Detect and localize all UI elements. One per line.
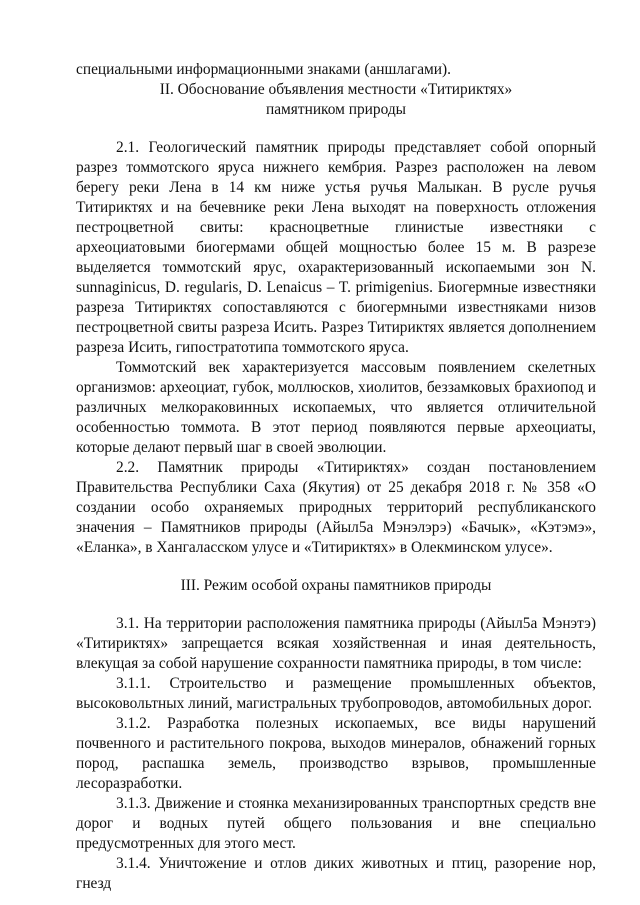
section-2-title-line-1: II. Обоснование объявления местности «Титириктях» — [159, 81, 513, 98]
paragraph-3-1-2: 3.1.2. Разработка полезных ископаемых, все виды нарушений почвенного и растительного покрова, выходов минералов, обнажений горных пород, распашка земель, производство взрывов, промышленные лесоразработки. — [76, 715, 596, 792]
paragraph-tommot: Томмотский век характеризуется массовым появлением скелетных организмов: археоциат, губок, моллюсков, хиолитов, беззамковых брахиопод и различных мелкораковинных ископаемых, что является отличительной особенностью томмота. В этот период появляются первые археоциаты, которые делают первый шаг в своей эволюции. — [76, 359, 596, 456]
intro-line: специальными информационными знаками (аншлагами). — [76, 61, 452, 78]
section-3-title: III. Режим особой охраны памятников природы — [180, 577, 492, 594]
paragraph-3-1-3: 3.1.3. Движение и стоянка механизированных транспортных средств вне дорог и водных путей общего пользования и вне специально предусмотренных для этого мест. — [76, 795, 596, 852]
paragraph-3-1-1: 3.1.1. Строительство и размещение промышленных объектов, высоковольтных линий, магистральных трубопроводов, автомобильных дорог. — [76, 675, 596, 712]
paragraph-2-2: 2.2. Памятник природы «Титириктях» создан постановлением Правительства Республики Саха (Якутия) от 25 декабря 2018 г. № 358 «О создании особо охраняемых природных территорий республиканского значения – Памятников природы (Айыл5а Мэнэлэрэ) «Бачык», «Кэтэмэ», «Еланка», в Хангаласском улусе и «Титириктях» в Олекминском улусе». — [76, 459, 596, 556]
paragraph-3-1-4: 3.1.4. Уничтожение и отлов диких животных и птиц, разорение нор, гнезд — [76, 855, 596, 892]
section-2-title-line-2: памятником природы — [265, 101, 407, 118]
document-body — [76, 60, 596, 894]
paragraph-2-1: 2.1. Геологический памятник природы представляет собой опорный разрез томмотского яруса нижнего кембрия. Разрез расположен на левом берегу реки Лена в 14 км ниже устья ручья Малыкан. В русле ручья Титириктях и на бечевнике реки Лена выходят на поверхность отложения пестроцветной свиты: красноцветные глинистые известняки с археоциатовыми биогермами общей мощностью более 15 м. В разрезе выделяется томмотский ярус, охарактеризованный ископаемыми зон N. sunnaginicus, D. regularis, D. Lenaicus – T. primigenius. Биогермные известняки разреза Титириктях сопоставляются с биогермными известняками низов пестроцветной свиты разреза Исить. Разрез Титириктях является дополнением разреза Исить, гипостратотипа томмотского яруса. — [76, 139, 596, 356]
paragraph-3-1: 3.1. На территории расположения памятника природы (Айыл5а Мэнэтэ) «Титириктях» запрещается всякая хозяйственная и иная деятельность, влекущая за собой нарушение сохранности памятника природы, в том числе: — [76, 615, 596, 672]
